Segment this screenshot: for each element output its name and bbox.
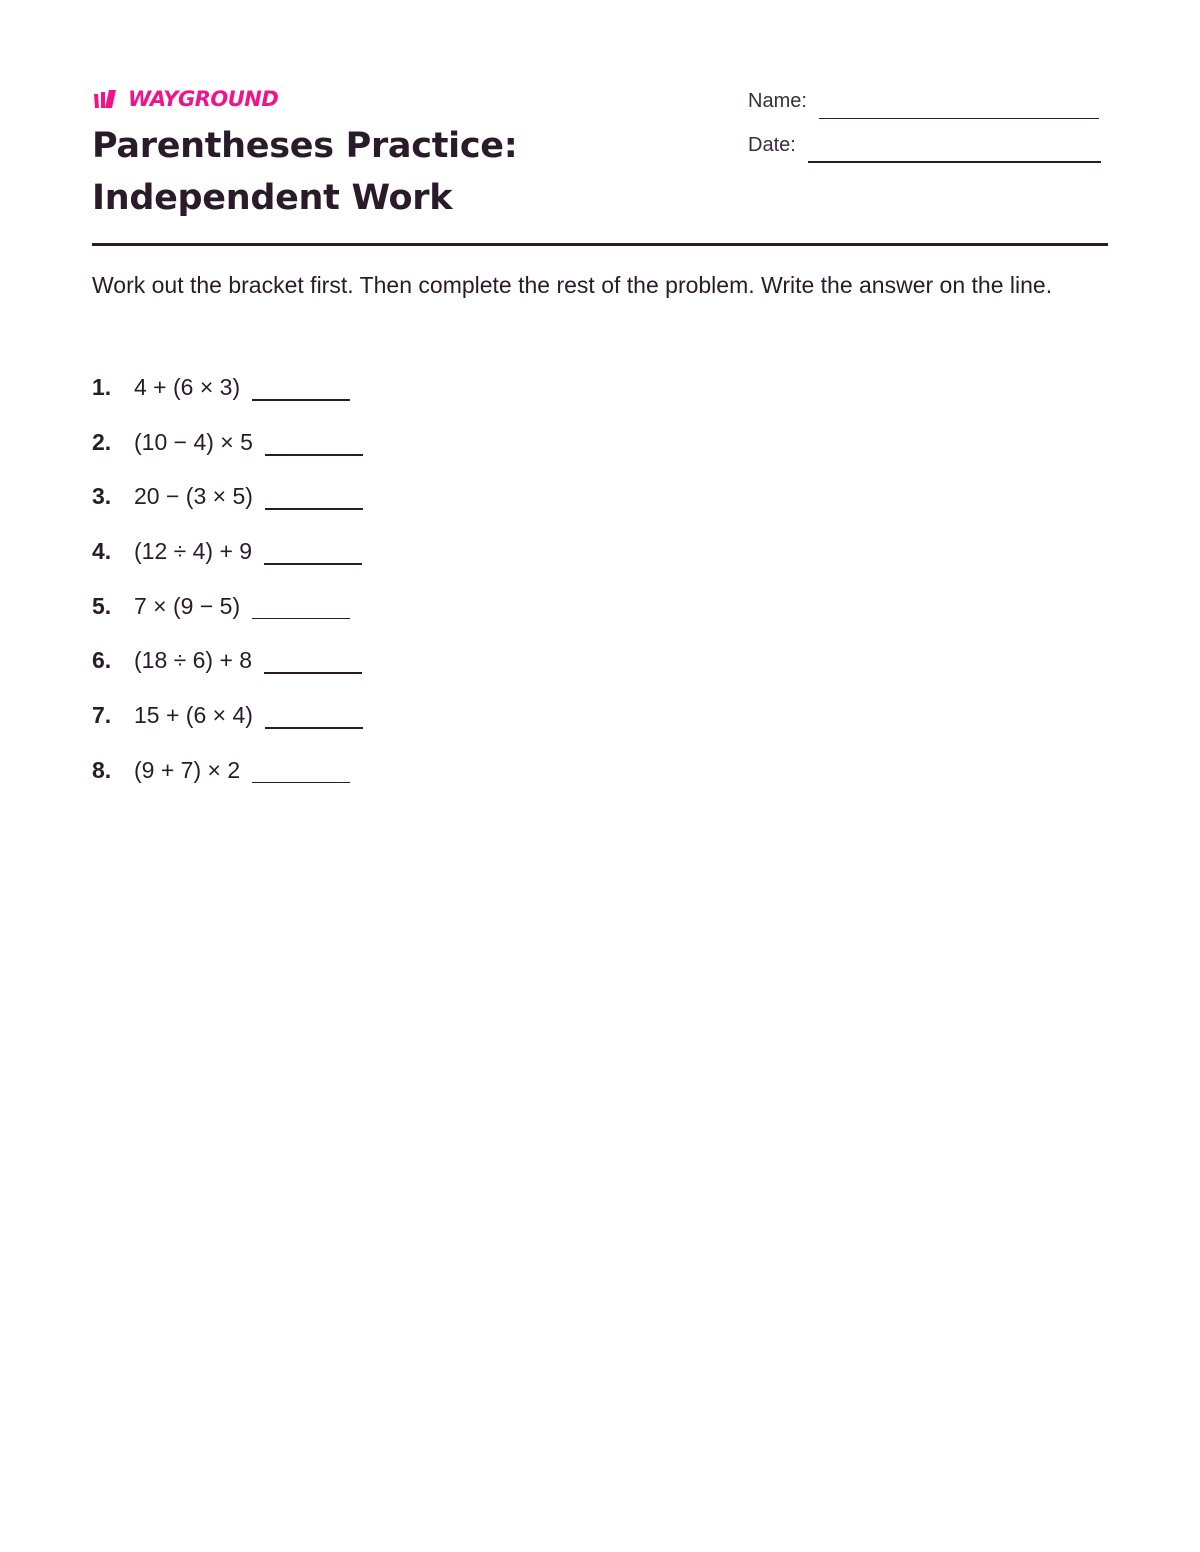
- wayground-logo-icon: [92, 88, 124, 110]
- problem-item: [92, 415, 363, 470]
- problem-number: 6.: [92, 647, 112, 674]
- instructions: Work out the bracket first. Then complete the rest of the problem. Write the answer on the line.: [92, 272, 1053, 298]
- answer-line[interactable]: [265, 453, 363, 456]
- problem-expression: (9 + 7) × 2: [134, 756, 241, 783]
- answer-line[interactable]: [265, 507, 363, 510]
- answer-line[interactable]: [265, 726, 363, 729]
- date-label: Date:: [748, 134, 796, 156]
- page-title: Parentheses Practice: Independent Work: [92, 126, 518, 218]
- problem-item: [92, 469, 363, 524]
- problem-expression: 4 + (6 × 3): [134, 373, 241, 400]
- problem-expression: 20 − (3 × 5): [134, 483, 253, 510]
- problem-expression: 7 × (9 − 5): [134, 592, 241, 619]
- problem-expression: (12 ÷ 4) + 9: [134, 537, 253, 564]
- date-field[interactable]: [748, 134, 1101, 157]
- name-label: Name:: [748, 90, 807, 112]
- problem-item: [92, 743, 363, 798]
- answer-line[interactable]: [252, 398, 350, 401]
- name-line[interactable]: [819, 117, 1099, 119]
- brand-logo: [92, 87, 278, 111]
- problem-number: 3.: [92, 483, 112, 510]
- problem-number: 7.: [92, 701, 112, 728]
- problem-item: [92, 633, 363, 688]
- name-field[interactable]: [748, 90, 1099, 113]
- problem-number: 5.: [92, 592, 112, 619]
- problem-item: [92, 360, 363, 415]
- problem-item: [92, 688, 363, 743]
- problem-expression: (18 ÷ 6) + 8: [134, 647, 253, 674]
- answer-line[interactable]: [252, 781, 350, 783]
- answer-line[interactable]: [264, 562, 362, 565]
- date-line[interactable]: [808, 160, 1101, 163]
- brand-name: WAYGROUND: [128, 87, 279, 111]
- answer-line[interactable]: [252, 617, 350, 619]
- header-divider: [92, 243, 1108, 246]
- problem-number: 8.: [92, 756, 112, 783]
- problem-item: [92, 524, 363, 579]
- problem-number: 2.: [92, 428, 112, 455]
- problem-number: 1.: [92, 373, 112, 400]
- problem-list: [92, 360, 363, 798]
- problem-item: [92, 579, 363, 634]
- problem-expression: (10 − 4) × 5: [134, 428, 253, 455]
- problem-number: 4.: [92, 537, 112, 564]
- answer-line[interactable]: [264, 671, 362, 674]
- problem-expression: 15 + (6 × 4): [134, 701, 253, 728]
